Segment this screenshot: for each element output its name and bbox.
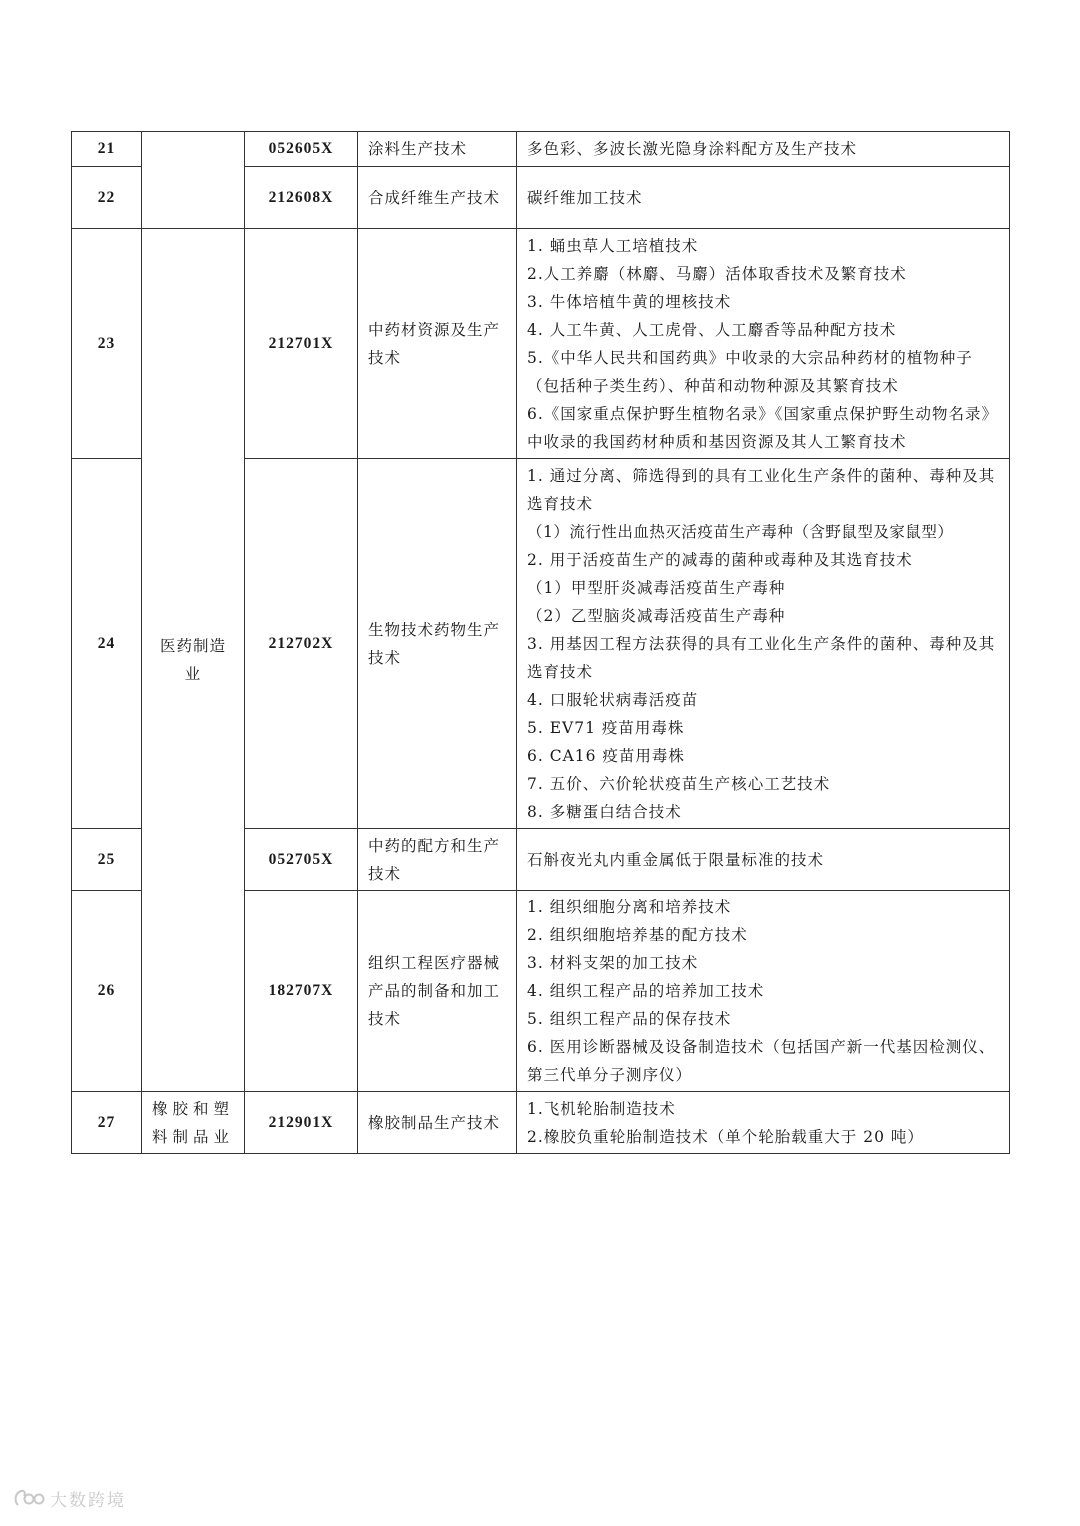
industry-cell-empty — [142, 132, 245, 229]
description-item: 3. 牛体培植牛黄的埋核技术 — [527, 292, 732, 311]
description-item: 5.《中华人民共和国药典》中收录的大宗品种药材的植物种子（包括种子类生药）、种苗和动物种源及其繁育技术 — [527, 348, 973, 395]
tech-code: 212701X — [245, 229, 358, 459]
watermark-logo-icon — [12, 1485, 46, 1511]
row-number: 25 — [72, 829, 142, 891]
description-item: 石斛夜光丸内重金属低于限量标准的技术 — [527, 850, 825, 869]
description-item: 7. 五价、六价轮状疫苗生产核心工艺技术 — [527, 774, 831, 793]
row-number: 26 — [72, 891, 142, 1092]
description-item: 6. CA16 疫苗用毒株 — [527, 746, 685, 765]
description-item: 碳纤维加工技术 — [527, 188, 643, 207]
description-item: 1. 通过分离、筛选得到的具有工业化生产条件的菌种、毒种及其选育技术 — [527, 466, 996, 513]
description-item: 8. 多糖蛋白结合技术 — [527, 802, 682, 821]
description-item: 3. 用基因工程方法获得的具有工业化生产条件的菌种、毒种及其选育技术 — [527, 634, 996, 681]
tech-category: 合成纤维生产技术 — [358, 167, 517, 229]
tech-code: 212901X — [245, 1092, 358, 1154]
tech-description — [517, 229, 1010, 459]
description-item: 2. 用于活疫苗生产的减毒的菌种或毒种及其选育技术 — [527, 550, 913, 569]
industry-pharma: 医药制造业 — [142, 229, 245, 1092]
tech-description — [517, 891, 1010, 1092]
table-row — [72, 132, 1010, 167]
tech-description — [517, 132, 1010, 167]
row-number: 21 — [72, 132, 142, 167]
description-item: 4. 组织工程产品的培养加工技术 — [527, 982, 765, 1000]
row-number: 24 — [72, 459, 142, 829]
description-item: 1. 蛹虫草人工培植技术 — [527, 236, 699, 255]
tech-code: 212702X — [245, 459, 358, 829]
watermark-text: 大数跨境 — [50, 1490, 126, 1511]
tech-code: 182707X — [245, 891, 358, 1092]
description-item: 3. 材料支架的加工技术 — [527, 954, 699, 972]
description-item: 2. 组织细胞培养基的配方技术 — [527, 926, 748, 944]
description-item: 2.橡胶负重轮胎制造技术（单个轮胎载重大于 20 吨） — [527, 1127, 924, 1146]
table-row — [72, 1092, 1010, 1154]
description-item: 5. 组织工程产品的保存技术 — [527, 1010, 732, 1028]
tech-category: 橡胶制品生产技术 — [358, 1092, 517, 1154]
tech-description — [517, 459, 1010, 829]
tech-category: 组织工程医疗器械产品的制备和加工技术 — [358, 891, 517, 1092]
description-item: 6.《国家重点保护野生植物名录》《国家重点保护野生动物名录》中收录的我国药材种质和基因资源及其人工繁育技术 — [527, 404, 999, 451]
tech-code: 052705X — [245, 829, 358, 891]
description-item: （1）甲型肝炎减毒活疫苗生产毒种 — [527, 578, 786, 597]
description-item: 4. 人工牛黄、人工虎骨、人工麝香等品种配方技术 — [527, 320, 897, 339]
description-item: 多色彩、多波长激光隐身涂料配方及生产技术 — [527, 140, 858, 158]
technology-table — [71, 131, 1010, 1154]
tech-description — [517, 1092, 1010, 1154]
description-item: 4. 口服轮状病毒活疫苗 — [527, 690, 699, 709]
watermark — [12, 1485, 126, 1511]
tech-description — [517, 829, 1010, 891]
description-item: 1. 组织细胞分离和培养技术 — [527, 898, 732, 916]
description-item: （2）乙型脑炎减毒活疫苗生产毒种 — [527, 606, 786, 625]
tech-category: 生物技术药物生产技术 — [358, 459, 517, 829]
description-item: 5. EV71 疫苗用毒株 — [527, 718, 685, 737]
tech-code: 212608X — [245, 167, 358, 229]
tech-category: 中药的配方和生产技术 — [358, 829, 517, 891]
table-row — [72, 229, 1010, 459]
row-number: 27 — [72, 1092, 142, 1154]
tech-category: 涂料生产技术 — [358, 132, 517, 167]
row-number: 22 — [72, 167, 142, 229]
description-item: 1.飞机轮胎制造技术 — [527, 1099, 676, 1118]
tech-code: 052605X — [245, 132, 358, 167]
tech-category: 中药材资源及生产技术 — [358, 229, 517, 459]
description-item: 2.人工养麝（林麝、马麝）活体取香技术及繁育技术 — [527, 264, 907, 283]
description-item: （1）流行性出血热灭活疫苗生产毒种（含野鼠型及家鼠型） — [527, 522, 954, 541]
row-number: 23 — [72, 229, 142, 459]
tech-description — [517, 167, 1010, 229]
description-item: 6. 医用诊断器械及设备制造技术（包括国产新一代基因检测仪、第三代单分子测序仪） — [527, 1038, 996, 1084]
industry-rubber-plastic: 橡胶和塑料制品业 — [142, 1092, 245, 1154]
